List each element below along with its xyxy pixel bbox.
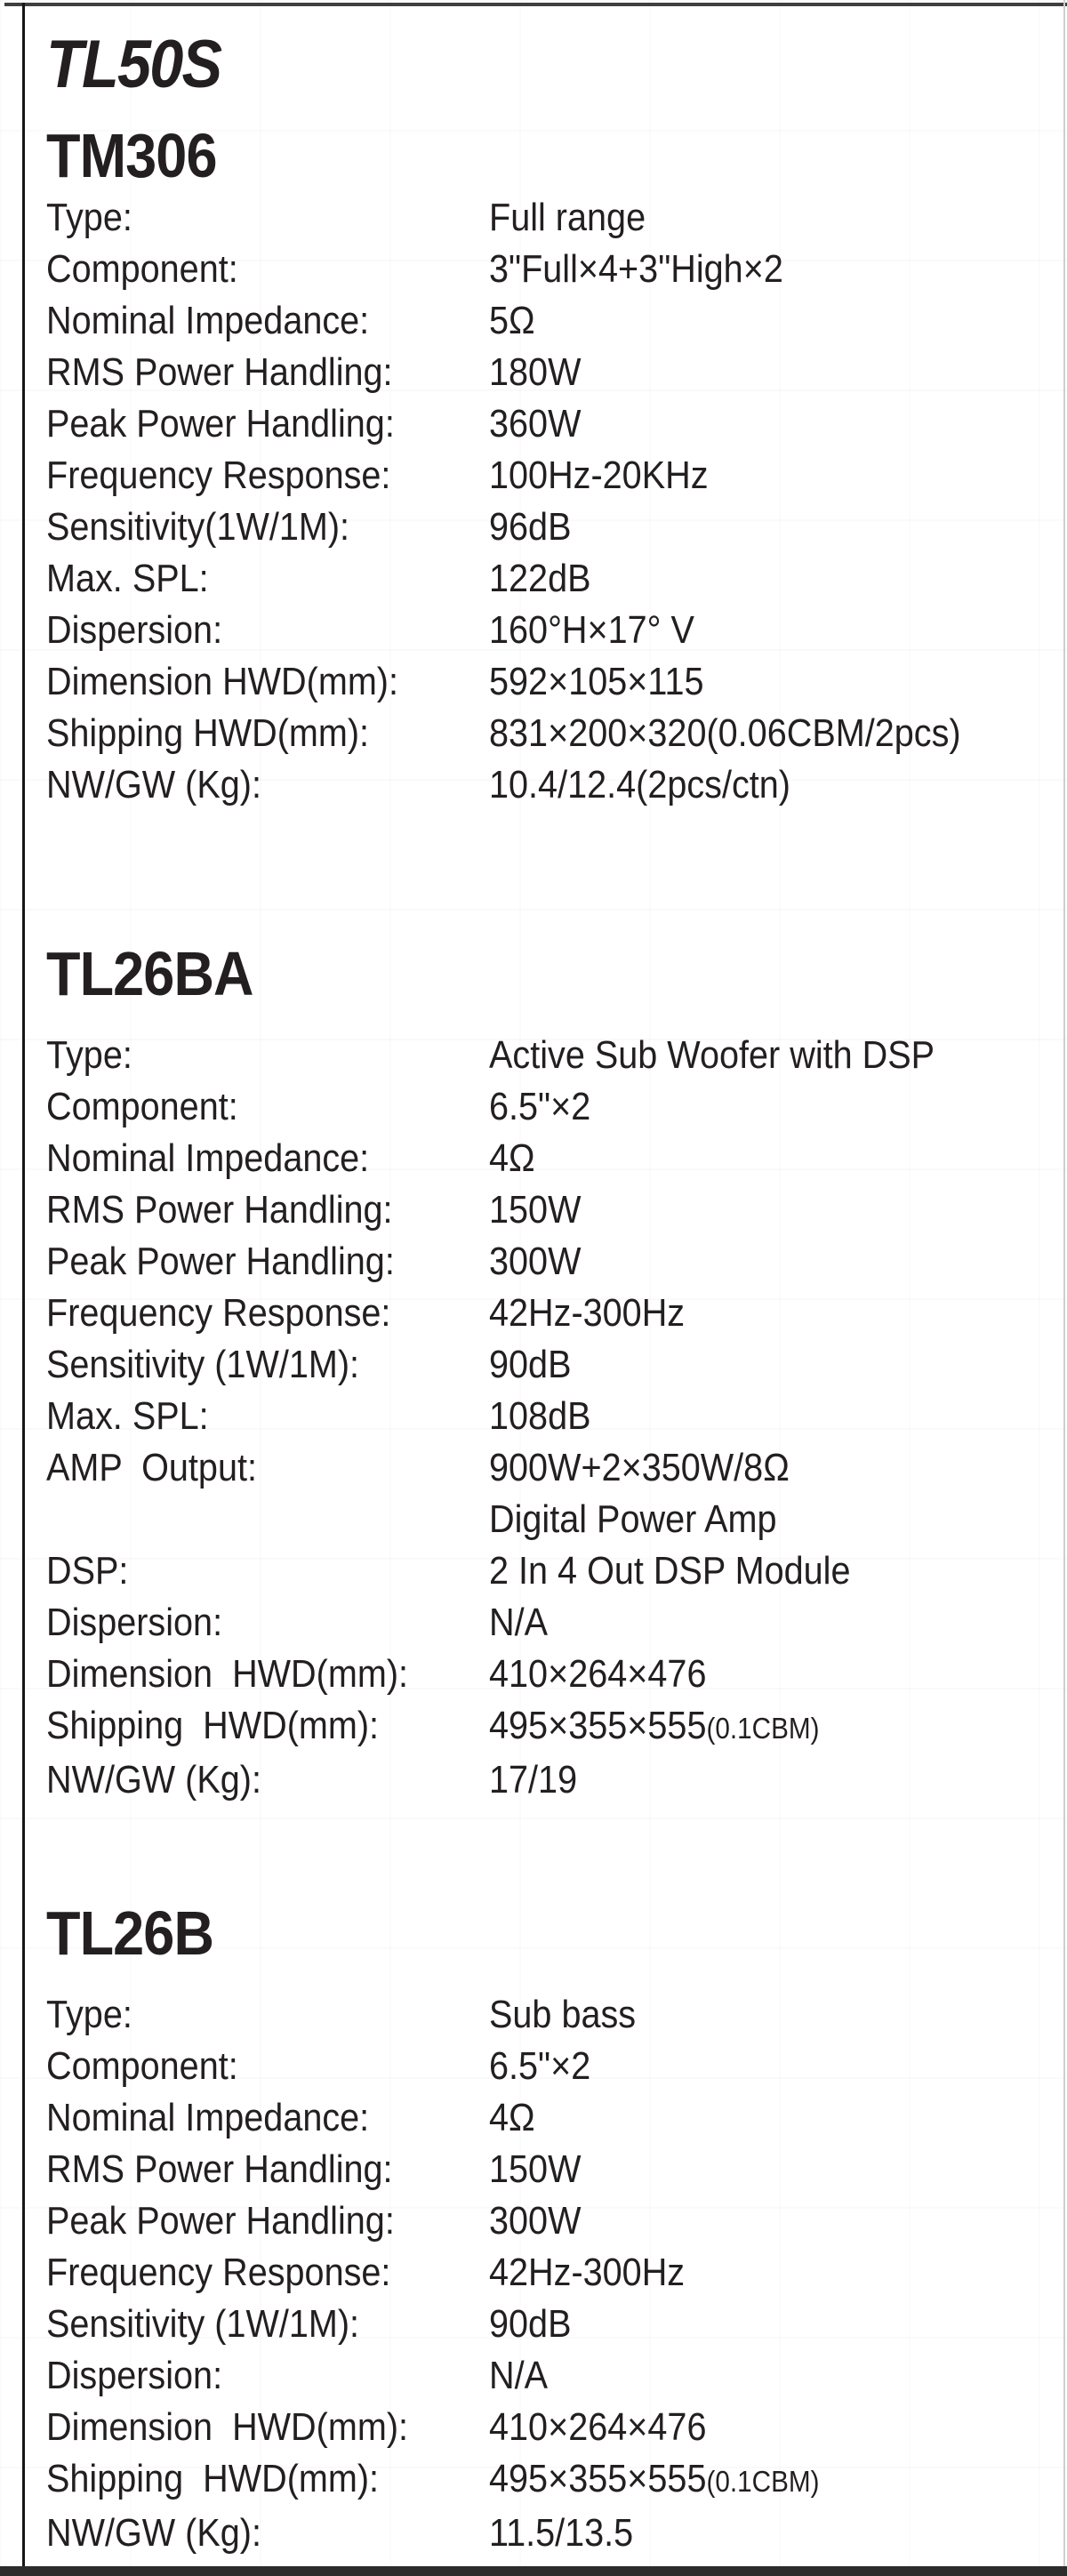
spec-rows — [46, 1989, 1042, 2559]
product-section — [46, 1900, 1042, 2559]
spec-label — [46, 1442, 489, 1494]
spec-label — [46, 1649, 489, 1700]
spec-row — [46, 759, 1042, 811]
spec-rows — [46, 1030, 1042, 1806]
spec-label — [46, 192, 489, 244]
spec-label-text: Dispersion: — [46, 2354, 223, 2397]
spec-row — [46, 605, 1042, 656]
spec-value — [489, 502, 1042, 553]
spec-value — [489, 2247, 1042, 2299]
spec-value — [489, 2402, 1042, 2453]
spec-row — [46, 295, 1042, 347]
spec-value-text — [489, 1339, 571, 1391]
spec-row — [46, 1030, 1042, 1081]
spec-value-main: 180W — [489, 350, 582, 394]
spec-label-text: Sensitivity (1W/1M): — [46, 2302, 360, 2346]
spec-value — [489, 398, 1042, 450]
spec-value-main: 495×355×555 — [489, 2457, 707, 2500]
spec-row — [46, 1597, 1042, 1649]
spec-value — [489, 1236, 1042, 1288]
sections-root — [46, 123, 1042, 2559]
spec-row — [46, 2144, 1042, 2195]
spec-label-text: Peak Power Handling: — [46, 1240, 395, 1283]
spec-value — [489, 2508, 1042, 2559]
spec-value-text — [489, 759, 790, 811]
spec-label — [46, 553, 489, 605]
spec-value — [489, 1288, 1042, 1339]
spec-value-main: Sub bass — [489, 1993, 637, 2036]
spec-value — [489, 656, 1042, 708]
spec-label — [46, 450, 489, 502]
spec-label-text: Frequency Response: — [46, 1291, 391, 1335]
spec-value-main: Full range — [489, 196, 646, 239]
spec-value — [489, 1754, 1042, 1806]
left-border-line — [22, 3, 25, 2576]
spec-label — [46, 1494, 489, 1545]
spec-label-text: Nominal Impedance: — [46, 2096, 370, 2139]
spec-row — [46, 708, 1042, 759]
spec-value-text — [489, 2247, 685, 2299]
spec-label — [46, 2041, 489, 2092]
spec-label — [46, 502, 489, 553]
spec-value-text — [489, 2402, 706, 2453]
spec-value — [489, 2041, 1042, 2092]
spec-value-text — [489, 1442, 790, 1494]
spec-label — [46, 1700, 489, 1754]
spec-label-text: RMS Power Handling: — [46, 1188, 393, 1232]
spec-value-main: 90dB — [489, 1343, 572, 1386]
spec-value-text — [489, 2299, 571, 2350]
spec-value — [489, 1989, 1042, 2041]
model-title-text: TL26BA — [46, 939, 253, 1008]
spec-value-text — [489, 1649, 706, 1700]
spec-value-main: 108dB — [489, 1394, 591, 1438]
spec-value — [489, 1494, 1042, 1545]
spec-value — [489, 244, 1042, 295]
spec-label-text: NW/GW (Kg): — [46, 763, 261, 807]
spec-label-text: Type: — [46, 196, 132, 239]
spec-value-text — [489, 192, 646, 244]
spec-value-main: N/A — [489, 2354, 549, 2397]
spec-value-main: 96dB — [489, 505, 572, 549]
spec-label-text: Peak Power Handling: — [46, 402, 395, 445]
spec-label — [46, 2350, 489, 2402]
spec-value-suffix: (0.1CBM) — [706, 1712, 820, 1745]
spec-value — [489, 605, 1042, 656]
spec-value-main: 592×105×115 — [489, 660, 704, 703]
spec-value — [489, 1391, 1042, 1442]
spec-value — [489, 192, 1042, 244]
spec-value — [489, 553, 1042, 605]
spec-value-text — [489, 1754, 577, 1806]
spec-value — [489, 1133, 1042, 1184]
spec-value-text — [489, 1989, 636, 2041]
spec-value-text — [489, 1545, 851, 1597]
spec-label-text: NW/GW (Kg): — [46, 1758, 261, 1802]
spec-value-main: N/A — [489, 1601, 549, 1644]
spec-value-main: 495×355×555 — [489, 1704, 707, 1747]
spec-label — [46, 1236, 489, 1288]
spec-label-text: Sensitivity (1W/1M): — [46, 1343, 360, 1386]
spec-value — [489, 2092, 1042, 2144]
spec-value-main: 410×264×476 — [489, 1652, 707, 1696]
spec-label-text: Shipping HWD(mm): — [46, 711, 370, 755]
spec-label-text: RMS Power Handling: — [46, 2147, 393, 2191]
spec-label-text: Dimension HWD(mm): — [46, 660, 398, 703]
spec-value — [489, 2195, 1042, 2247]
spec-value-main: 160°H×17° V — [489, 608, 694, 652]
spec-label-text: Dispersion: — [46, 1601, 223, 1644]
spec-rows — [46, 192, 1042, 811]
spec-value-main: 90dB — [489, 2302, 572, 2346]
spec-row — [46, 2508, 1042, 2559]
spec-value-text — [489, 295, 535, 347]
spec-label — [46, 1030, 489, 1081]
product-section — [46, 941, 1042, 1806]
spec-label-text: Nominal Impedance: — [46, 299, 370, 342]
spec-value-text — [489, 2508, 633, 2559]
right-border-line — [1063, 0, 1065, 2576]
spec-row — [46, 1184, 1042, 1236]
spec-row — [46, 398, 1042, 450]
spec-label-text: Max. SPL: — [46, 1394, 209, 1438]
spec-row — [46, 192, 1042, 244]
spec-label — [46, 2453, 489, 2508]
spec-value-main: 2 In 4 Out DSP Module — [489, 1549, 851, 1593]
spec-row — [46, 1442, 1042, 1494]
spec-row — [46, 2092, 1042, 2144]
spec-label-text: Shipping HWD(mm): — [46, 1704, 380, 1747]
spec-value-main: 900W+2×350W/8Ω — [489, 1446, 790, 1489]
spec-value-text — [489, 1597, 548, 1649]
spec-value-suffix: (0.1CBM) — [706, 2465, 820, 2498]
spec-row — [46, 244, 1042, 295]
spec-label — [46, 2195, 489, 2247]
spec-label — [46, 2092, 489, 2144]
spec-value-main: 6.5"×2 — [489, 2044, 591, 2088]
spec-value-main: 150W — [489, 2147, 582, 2191]
series-title-text: TL50S — [46, 27, 221, 102]
spec-label — [46, 347, 489, 398]
spec-value-main: 360W — [489, 402, 582, 445]
spec-value — [489, 450, 1042, 502]
spec-row — [46, 2299, 1042, 2350]
spec-label-text: Frequency Response: — [46, 2251, 391, 2294]
spec-label-text: Sensitivity(1W/1M): — [46, 505, 350, 549]
spec-row — [46, 502, 1042, 553]
spec-value-main: 122dB — [489, 557, 591, 600]
spec-row — [46, 553, 1042, 605]
spec-value — [489, 1030, 1042, 1081]
spec-value — [489, 2299, 1042, 2350]
spec-value — [489, 2144, 1042, 2195]
spec-row — [46, 1236, 1042, 1288]
spec-value-main: 5Ω — [489, 299, 535, 342]
spec-value-text — [489, 605, 694, 656]
spec-label — [46, 398, 489, 450]
spec-label-text: Frequency Response: — [46, 453, 391, 497]
spec-label — [46, 708, 489, 759]
spec-value-main: 6.5"×2 — [489, 1085, 591, 1128]
spec-label-text: Peak Power Handling: — [46, 2199, 395, 2243]
spec-label-text: AMP Output: — [46, 1446, 257, 1489]
spec-value — [489, 1339, 1042, 1391]
spec-label — [46, 2299, 489, 2350]
spec-value-main: 11.5/13.5 — [489, 2511, 634, 2555]
spec-value-text — [489, 2144, 581, 2195]
spec-value-text — [489, 347, 581, 398]
spec-label — [46, 605, 489, 656]
spec-value — [489, 347, 1042, 398]
spec-value — [489, 1700, 1042, 1754]
spec-label-text: Max. SPL: — [46, 557, 209, 600]
spec-label — [46, 2144, 489, 2195]
spec-label — [46, 2247, 489, 2299]
spec-label — [46, 1288, 489, 1339]
spec-value — [489, 1442, 1042, 1494]
spec-label — [46, 1184, 489, 1236]
spec-label — [46, 1339, 489, 1391]
spec-label — [46, 1989, 489, 2041]
spec-row — [46, 2195, 1042, 2247]
spec-label-text: Component: — [46, 247, 238, 291]
spec-label — [46, 1754, 489, 1806]
spec-value-main: 3"Full×4+3"High×2 — [489, 247, 783, 291]
spec-content — [46, 0, 1042, 2559]
spec-label-text: Type: — [46, 1033, 132, 1077]
spec-label — [46, 2402, 489, 2453]
spec-label-text: Dimension HWD(mm): — [46, 1652, 409, 1696]
product-section — [46, 123, 1042, 811]
spec-value — [489, 295, 1042, 347]
spec-value-text — [489, 244, 783, 295]
spec-row — [46, 2453, 1042, 2508]
spec-row — [46, 347, 1042, 398]
spec-row — [46, 1700, 1042, 1754]
spec-row — [46, 2041, 1042, 2092]
spec-value-text — [489, 2350, 548, 2402]
spec-row — [46, 2247, 1042, 2299]
spec-label — [46, 244, 489, 295]
spec-value-text — [489, 1288, 685, 1339]
spec-value-main: 410×264×476 — [489, 2405, 707, 2449]
spec-label-text: RMS Power Handling: — [46, 350, 393, 394]
spec-row — [46, 1081, 1042, 1133]
spec-row — [46, 450, 1042, 502]
spec-value-text — [489, 1081, 590, 1133]
spec-label — [46, 656, 489, 708]
spec-value-text — [489, 708, 961, 759]
spec-value-main: 300W — [489, 2199, 582, 2243]
spec-label-text: Dispersion: — [46, 608, 223, 652]
model-title — [46, 1900, 1042, 1966]
spec-label-text: Type: — [46, 1993, 132, 2036]
spec-value-main: 150W — [489, 1188, 582, 1232]
spec-value-main: 300W — [489, 1240, 582, 1283]
spec-row — [46, 1494, 1042, 1545]
model-title-text: TL26B — [46, 1898, 214, 1968]
spec-value — [489, 2453, 1042, 2508]
spec-row — [46, 1288, 1042, 1339]
spec-value-main: 42Hz-300Hz — [489, 1291, 686, 1335]
spec-value-main: 831×200×320(0.06CBM/2pcs) — [489, 711, 961, 755]
spec-value — [489, 1081, 1042, 1133]
spec-label — [46, 1081, 489, 1133]
model-title — [46, 123, 1042, 189]
spec-value — [489, 1649, 1042, 1700]
spec-row — [46, 1545, 1042, 1597]
spec-value-main: 100Hz-20KHz — [489, 453, 709, 497]
model-title — [46, 941, 1042, 1007]
spec-row — [46, 1339, 1042, 1391]
spec-label-text: DSP: — [46, 1549, 129, 1593]
spec-label — [46, 1597, 489, 1649]
model-title-text: TM306 — [46, 121, 217, 190]
spec-value-text — [489, 450, 709, 502]
spec-label — [46, 1133, 489, 1184]
spec-value-text — [489, 553, 591, 605]
spec-value-text — [489, 502, 571, 553]
spec-row — [46, 1133, 1042, 1184]
spec-value — [489, 759, 1042, 811]
spec-value-main: 10.4/12.4(2pcs/ctn) — [489, 763, 791, 807]
spec-label-text: Component: — [46, 2044, 238, 2088]
spec-value-text — [489, 1391, 591, 1442]
spec-value — [489, 1597, 1042, 1649]
spec-label-text: Nominal Impedance: — [46, 1136, 370, 1180]
spec-label-text: NW/GW (Kg): — [46, 2511, 261, 2555]
spec-value-text — [489, 1236, 581, 1288]
spec-value-text — [489, 1184, 581, 1236]
spec-row — [46, 656, 1042, 708]
spec-label — [46, 1391, 489, 1442]
spec-label-text: Shipping HWD(mm): — [46, 2457, 380, 2500]
spec-value-main: Digital Power Amp — [489, 1497, 777, 1541]
spec-value-text — [489, 398, 581, 450]
spec-value-main: 17/19 — [489, 1758, 578, 1802]
spec-label — [46, 759, 489, 811]
spec-value-main: 4Ω — [489, 2096, 535, 2139]
spec-value-text — [489, 2453, 820, 2508]
bottom-border-line — [0, 2566, 1067, 2576]
spec-value — [489, 708, 1042, 759]
spec-value — [489, 1184, 1042, 1236]
spec-label-text: Dimension HWD(mm): — [46, 2405, 409, 2449]
spec-value-text — [489, 1700, 820, 1754]
spec-row — [46, 1649, 1042, 1700]
spec-label — [46, 2508, 489, 2559]
spec-value-text — [489, 2041, 590, 2092]
spec-value-text — [489, 2195, 581, 2247]
spec-value-text — [489, 2092, 535, 2144]
spec-value-main: Active Sub Woofer with DSP — [489, 1033, 935, 1077]
spec-row — [46, 2402, 1042, 2453]
series-title — [46, 27, 1042, 102]
spec-row — [46, 1754, 1042, 1806]
spec-value — [489, 1545, 1042, 1597]
spec-row — [46, 1989, 1042, 2041]
spec-label — [46, 295, 489, 347]
spec-value-text — [489, 1030, 935, 1081]
spec-value-main: 42Hz-300Hz — [489, 2251, 686, 2294]
spec-label — [46, 1545, 489, 1597]
spec-row — [46, 1391, 1042, 1442]
spec-value — [489, 2350, 1042, 2402]
spec-value-main: 4Ω — [489, 1136, 535, 1180]
spec-value-text — [489, 1494, 777, 1545]
spec-row — [46, 2350, 1042, 2402]
spec-value-text — [489, 1133, 535, 1184]
spec-value-text — [489, 656, 704, 708]
spec-label-text: Component: — [46, 1085, 238, 1128]
